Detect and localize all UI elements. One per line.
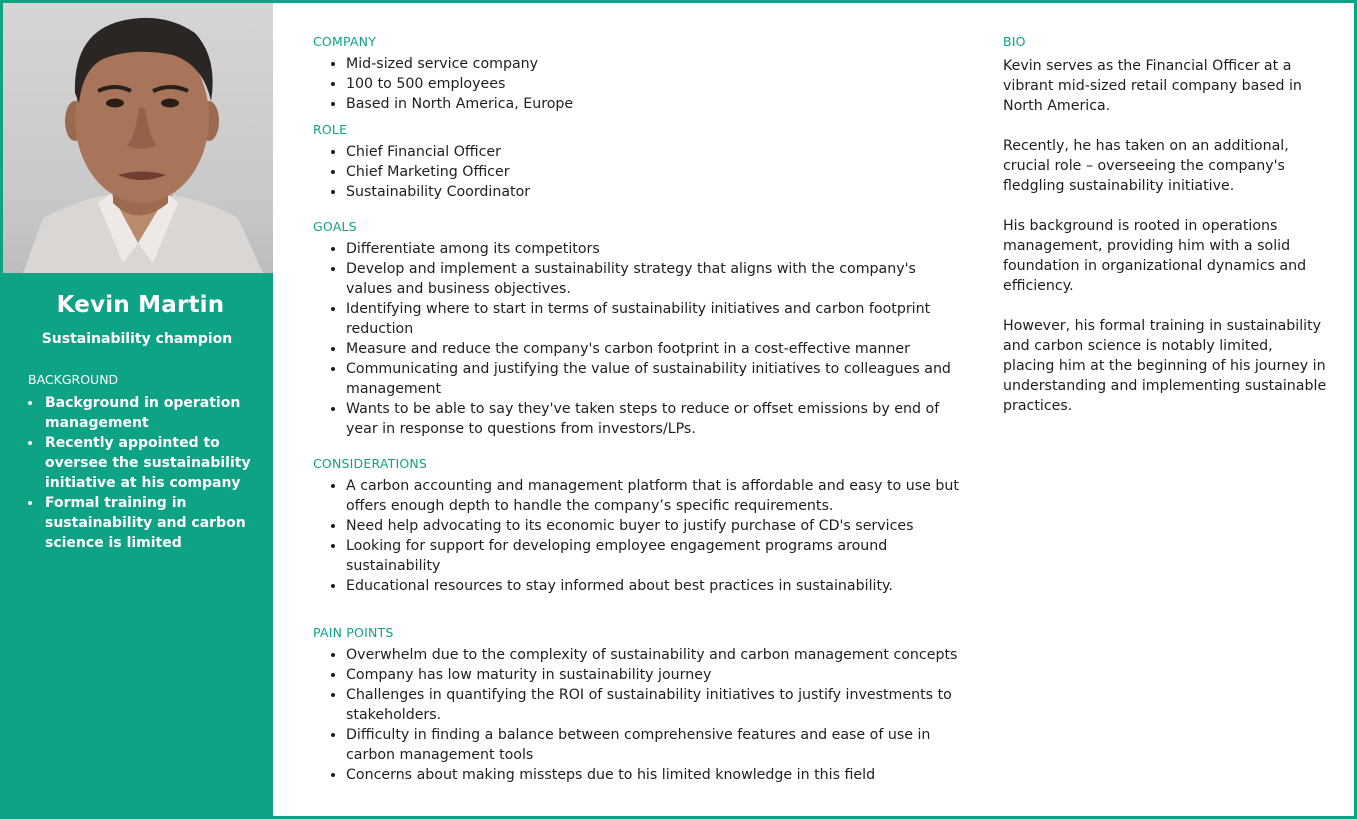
list-item: • Background in operation management [43,393,279,433]
persona-title: Sustainability champion [41,331,233,347]
list-item: • Overwhelm due to the complexity of sustainability and carbon management concepts [346,645,963,665]
pain-points-list [313,645,963,785]
details-column [313,33,963,785]
list-item: • A carbon accounting and management platform that is affordable and easy to use but offers enough depth to handle the company’s specific requirements. [346,476,963,516]
goals-label: GOALS [313,219,357,234]
considerations-label: CONSIDERATIONS [313,456,428,471]
bio-paragraph: Recently, he has taken on an additional, crucial role – overseeing the company's fledgling sustainability initiative. [1003,138,1289,194]
list-item: • Chief Financial Officer [346,142,963,162]
list-item: • Mid-sized service company [346,54,963,74]
bio-text [1003,56,1328,416]
list-item: • Identifying where to start in terms of sustainability initiatives and carbon footprint reduction [346,299,963,339]
list-item: • Based in North America, Europe [346,94,963,114]
list-item: • Need help advocating to its economic buyer to justify purchase of CD's services [346,516,963,536]
list-item: • Concerns about making missteps due to his limited knowledge in this field [346,765,963,785]
list-item: • 100 to 500 employees [346,74,963,94]
list-item: • Develop and implement a sustainability strategy that aligns with the company's values and business objectives. [346,259,963,299]
portrait-image [3,3,273,273]
role-label: ROLE [313,122,348,137]
bio-paragraph: His background is rooted in operations management, providing him with a solid foundation in organizational dynamics and efficiency. [1003,218,1307,294]
list-item: • Company has low maturity in sustainability journey [346,665,963,685]
list-item: • Chief Marketing Officer [346,162,963,182]
persona-sidebar [3,3,273,816]
list-item: • Differentiate among its competitors [346,239,963,259]
company-list [313,54,963,114]
list-item: • Formal training in sustainability and carbon science is limited [43,493,279,553]
list-item: • Measure and reduce the company's carbon footprint in a cost-effective manner [346,339,963,359]
goals-list [313,239,963,439]
background-list [25,393,279,553]
list-item: • Recently appointed to oversee the sustainability initiative at his company [43,433,279,493]
background-label: BACKGROUND [28,372,119,387]
list-item: • Difficulty in finding a balance between comprehensive features and ease of use in carbon management tools [346,725,963,765]
list-item: • Sustainability Coordinator [346,182,963,202]
bio-paragraph: However, his formal training in sustainability and carbon science is notably limited, placing him at the beginning of his journey in understanding and implementing sustainable practices. [1003,318,1327,414]
considerations-list [313,476,963,596]
persona-photo [3,3,273,273]
list-item: • Looking for support for developing employee engagement programs around sustainability [346,536,963,576]
bio-label: BIO [1003,34,1026,49]
persona-name: Kevin Martin [56,292,225,318]
list-item: • Communicating and justifying the value of sustainability initiatives to colleagues and management [346,359,963,399]
list-item: • Educational resources to stay informed about best practices in sustainability. [346,576,963,596]
list-item: • Challenges in quantifying the ROI of sustainability initiatives to justify investments to stakeholders. [346,685,963,725]
list-item: • Wants to be able to say they've taken steps to reduce or offset emissions by end of year in response to questions from investors/LPs. [346,399,963,439]
company-label: COMPANY [313,34,377,49]
bio-paragraph: Kevin serves as the Financial Officer at a vibrant mid-sized retail company based in North America. [1003,58,1302,114]
role-list [313,142,963,202]
bio-column [1003,33,1328,436]
pain-points-label: PAIN POINTS [313,625,394,640]
